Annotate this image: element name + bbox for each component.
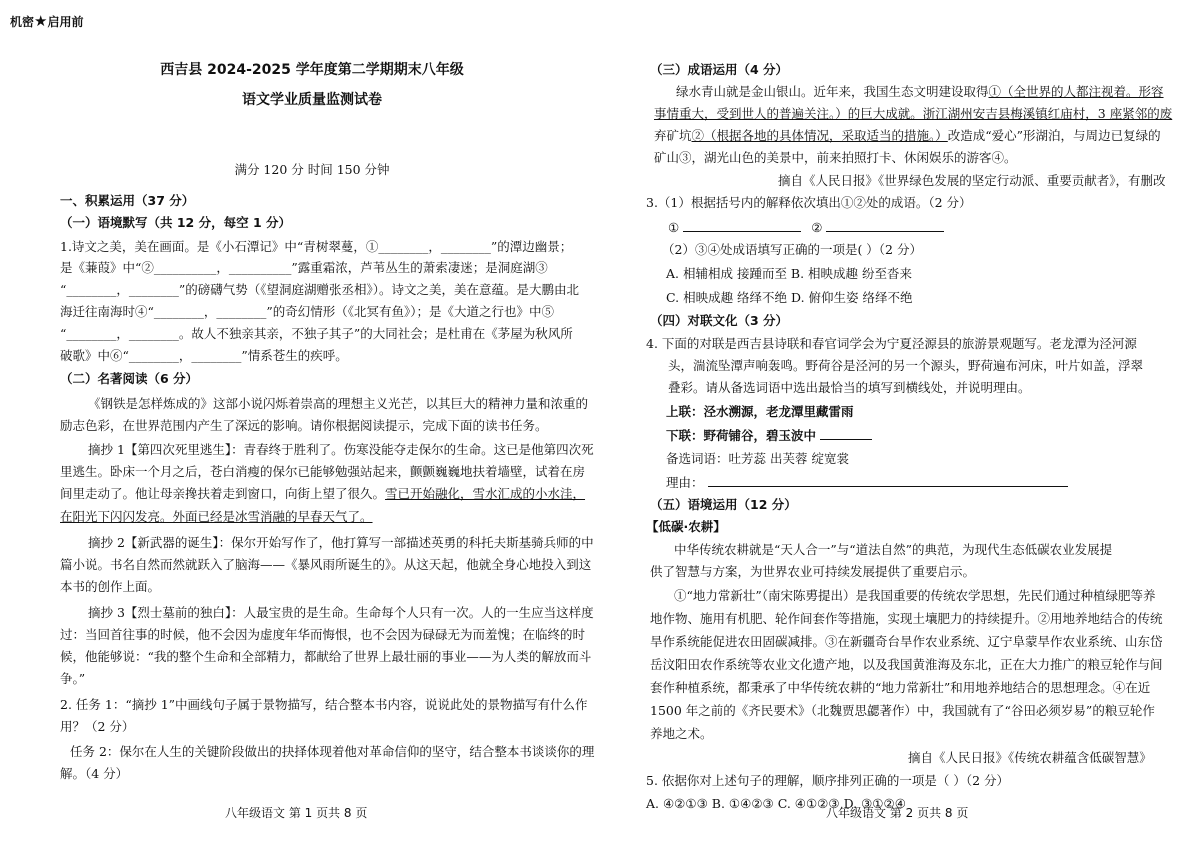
answer-blank[interactable] [683,219,801,232]
line-text: 间里走动了。他让母亲搀扶着走到窗口，向街上望了很久。 [60,486,386,501]
right-text-line [668,219,944,236]
right-text-line [666,427,872,444]
left-text-line [60,282,579,298]
left-text-line [60,671,85,687]
line-text: 备选词语：吐芳蕊 出芙蓉 绽宽裳 [666,451,849,466]
left-text-line [60,579,160,595]
line-text: 一、积累运用（37 分） [60,193,195,208]
line-text: 摘抄 3【烈士墓前的独白】：人最宝贵的是生命。生命每个人只有一次。人的一生应当这样度 [88,605,594,620]
line-text: 篇小说。书名自然而然就跃入了脑海——《暴风雨所诞生的》。从这天起，他就全身心地投入到这 [60,557,592,572]
right-text-line [650,634,1163,650]
left-text-line [60,486,585,502]
left-text-line [60,215,291,231]
right-text-line [654,106,1172,122]
right-text-line [654,128,1161,144]
left-text-line [60,557,591,573]
right-text-line [650,703,1155,719]
right-text-line [666,451,849,467]
line-text: 岳汶阳田农作系统等农业文化遗产地，以及我国黄淮海及东北，正在大力推广的粮豆轮作与间 [650,657,1163,672]
right-text-line [650,564,975,580]
right-text-line [662,242,922,258]
line-text: ① [668,220,680,235]
line-text: A. 相辅相成 接踵而至 B. 相映成趣 纷至沓来 [666,266,913,281]
line-text: 矿山③，湖光山色的美景中，前来拍照打卡、休闲娱乐的游客④。 [654,150,1017,165]
line-text: 过：当回首往事的时候，他不会因为虚度年华而悔恨，也不会因为碌碌无为而羞愧；在临终的时 [60,627,586,642]
right-text-line [668,358,1143,374]
line-text: 中华传统农耕就是“天人合一”与“道法自然”的典范，为现代生态低碳农业发展提 [674,542,1113,557]
line-text: 弃矿坑 [654,128,692,143]
line-text: 头，湍流坠潭声响轰鸣。野荷谷是泾河的另一个源头，野荷遍布河床，叶片如盖，浮翠 [668,358,1144,373]
left-text-line [88,605,594,621]
right-text-line [674,588,1156,604]
left-text-line [60,627,585,643]
footer-page-2: 八年级语文 第 2 页共 8 页 [826,806,969,820]
star-icon: ★ [34,12,48,30]
line-text: （四）对联文化（3 分） [650,313,789,328]
confidential-label: 机密 [10,15,35,29]
line-text: 破歌》中⑥“________，________”情系苍生的疾呼。 [60,348,348,363]
left-text-line [60,719,134,735]
right-text-line [646,336,1137,352]
line-text: 候，他能够说：“我的整个生命和全部精力，都献给了世界上最壮丽的事业——为人类的解放而斗 [60,649,592,664]
answer-blank[interactable] [820,427,872,440]
before-use-label: 启用前 [47,15,84,29]
line-text: 上联：泾水溯源，老龙潭里藏雷雨 [666,404,854,419]
left-text-line [88,442,594,458]
line-text: 绿水青山就是金山银山。近年来，我国生态文明建设取得 [676,84,989,99]
right-text-line [650,313,788,329]
line-text: 事情重大，受到世人的普遍关注。） [654,106,848,121]
right-text-line [676,84,1164,100]
line-text: （2）③④处成语填写正确的一项是( ）（2 分） [662,242,922,257]
right-text-line [646,773,1009,789]
left-text-line [60,260,548,276]
line-text: 3.（1）根据括号内的解释依次填出①②处的成语。（2 分） [646,195,972,210]
line-text: 摘自《人民日报》《世界绿色发展的坚定行动派、重要贡献者》，有删改 [778,173,1166,188]
right-text-line [650,611,1163,627]
left-text-line [60,348,348,364]
line-text: （五）语境运用（12 分） [650,497,797,512]
line-text: A. ④②①③ B. ①④②③ C. ④①②③ D. ③①②④ [646,796,906,811]
line-text: 争。” [60,671,86,686]
line-text: 1500 年之前的《齐民要术》（北魏贾思勰著作）中，我国就有了“谷田必须岁易”的粮豆轮作 [650,703,1155,718]
left-text-line [60,649,591,665]
left-text-line [60,239,572,255]
line-text: 地作物、施用有机肥、轮作间套作等措施，实现土壤肥力的持续提升。②用地养地结合的传统 [650,611,1163,626]
line-text: 用？（2 分） [60,719,135,734]
line-tail-text: 雪已开始融化，雪水汇成的小水洼， [385,486,586,501]
line-text: 叠彩。请从备选词语中选出最恰当的填写到横线处，并说明理由。 [668,380,1031,395]
left-text-line [88,535,594,551]
right-text-line [666,474,1068,491]
line-text: 套作种植系统，都秉承了中华传统农耕的“地力常新壮”和用地养地结合的思想理念。④在近 [650,680,1151,695]
line-text: （三）成语运用（4 分） [650,62,789,77]
left-text-line [60,326,573,342]
right-text-line [650,680,1150,696]
line-text: 解。（4 分） [60,766,129,781]
right-text-line [650,497,797,513]
line-text: ①“地力常新壮”（南宋陈旉提出）是我国重要的传统农学思想，先民们通过种植绿肥等养 [674,588,1156,603]
line-text: 5. 依据你对上述句子的理解，顺序排列正确的一项是（ ）（2 分） [646,773,1010,788]
line-text: 1.诗文之美，美在画面。是《小石潭记》中“青树翠蔓，①________，________”的潭边幽景； [60,239,573,254]
line-text: 下联：野荷铺谷，碧玉波中 [666,428,817,443]
line-text: 供了智慧与方案，为世界农业可持续发展提供了重要启示。 [650,564,976,579]
line-text: 在阳光下闪闪发亮。外面已经是冰雪消融的早春天气了。 [60,509,373,524]
left-text-line [60,304,554,320]
left-text-line [70,744,594,760]
left-text-line [60,418,548,434]
right-text-line [778,173,1166,189]
right-text-line [646,195,972,211]
line-text: 理由： [666,475,704,490]
left-text-line [60,464,585,480]
score-and-time: 满分 120 分 时间 150 分钟 [234,162,390,177]
line-text: 摘自《人民日报》《传统农耕蕴含低碳智慧》 [908,750,1152,765]
right-text-line [666,404,854,420]
line-text: （二）名著阅读（6 分） [60,371,199,386]
line-text: （一）语境默写（共 12 分，每空 1 分） [60,215,292,230]
right-text-line [674,542,1112,558]
left-text-line [60,193,194,209]
line-text: 《钢铁是怎样炼成的》这部小说闪烁着崇高的理想主义光芒，以其巨大的精神力量和浓重的 [88,396,589,411]
line-text: 本书的创作上面。 [60,579,161,594]
right-text-line [666,290,913,306]
line-text: 摘抄 1【第四次死里逃生】：青春终于胜利了。伤寒没能夺走保尔的生命。这已是他第四次死 [88,442,594,457]
line-text: 是《蒹葭》中“②__________，__________”露重霜浓，芦苇丛生的萧索凄迷；是洞庭湖③ [60,260,548,275]
left-text-line [60,697,588,713]
left-text-line [60,766,128,782]
line-text: “________，________”的磅礴气势（《望洞庭湖赠张丞相》）。诗文之美，美在意蕴。是大鹏由北 [60,282,580,297]
line-text: 4. 下面的对联是西吉县诗联和春官词学会为宁夏泾源县的旅游景观题写。老龙潭为泾河源 [646,336,1137,351]
exam-subtitle: 语文学业质量监测试卷 [242,92,382,108]
line-text: C. 相映成趣 络绎不绝 D. 俯仰生姿 络绎不绝 [666,290,913,305]
line-text: 海迁往南海时④“________，________”的奇幻情形（《北冥有鱼》）；是《大道之行也》中⑤ [60,304,555,319]
right-text-line [650,657,1163,673]
line-text: 任务 2：保尔在人生的关键阶段做出的抉择体现着他对革命信仰的坚守，结合整本书谈谈你的理 [70,744,595,759]
line-text: 摘抄 2【新武器的诞生】：保尔开始写作了，他打算写一部描述英勇的科托夫斯基骑兵师的中 [88,535,594,550]
line-text: 养地之术。 [650,726,713,741]
answer-blank[interactable] [826,219,944,232]
left-text-line [60,509,373,525]
line-text: 旱作系统能促进农田固碳减排。③在新疆奇台旱作农业系统、辽宁阜蒙旱作农业系统、山东岱 [650,634,1163,649]
line-text: 2. 任务 1：“摘抄 1”中画线句子属于景物描写，结合整本书内容，说说此处的景物描写有什么作 [60,697,588,712]
line-text: 里逃生。卧床一个月之后，苍白消瘦的保尔已能够勉强站起来，颤颤巍巍地扶着墙壁，试着在房 [60,464,586,479]
line-text: 励志色彩，在世界范围内产生了深远的影响。请你根据阅读提示，完成下面的读书任务。 [60,418,548,433]
exam-title: 西吉县 2024-2025 学年度第二学期期末八年级 [160,62,464,78]
right-text-line [908,750,1152,766]
line-tail-text: 的巨大成就。浙江湖州安吉县梅溪镇红庙村，3 座紧邻的废 [847,106,1173,121]
right-text-line [646,519,726,535]
line-text: 【低碳·农耕】 [646,519,726,534]
right-text-line [650,62,788,78]
right-text-line [650,726,713,742]
line-tail-text: 改造成“爱心”形湖泊，与周边已复绿的 [947,128,1161,143]
left-text-line [88,396,588,412]
left-text-line [60,371,198,387]
right-text-line [668,380,1031,396]
footer-page-1: 八年级语文 第 1 页共 8 页 [225,806,368,820]
confidential-mark [10,12,83,30]
line-text: ② [811,220,823,235]
line-tail-text: ①（全世界的人都注视着。形容 [988,84,1164,99]
answer-blank[interactable] [708,474,1068,487]
right-text-line [654,150,1017,166]
line-text: “________，________。故人不独亲其亲，不独子其子”的大同社会；是杜甫在《茅屋为秋风所 [60,326,573,341]
right-text-line [666,266,912,282]
line-tail-text: ②（根据各地的具体情况，采取适当的措施。） [691,128,948,143]
